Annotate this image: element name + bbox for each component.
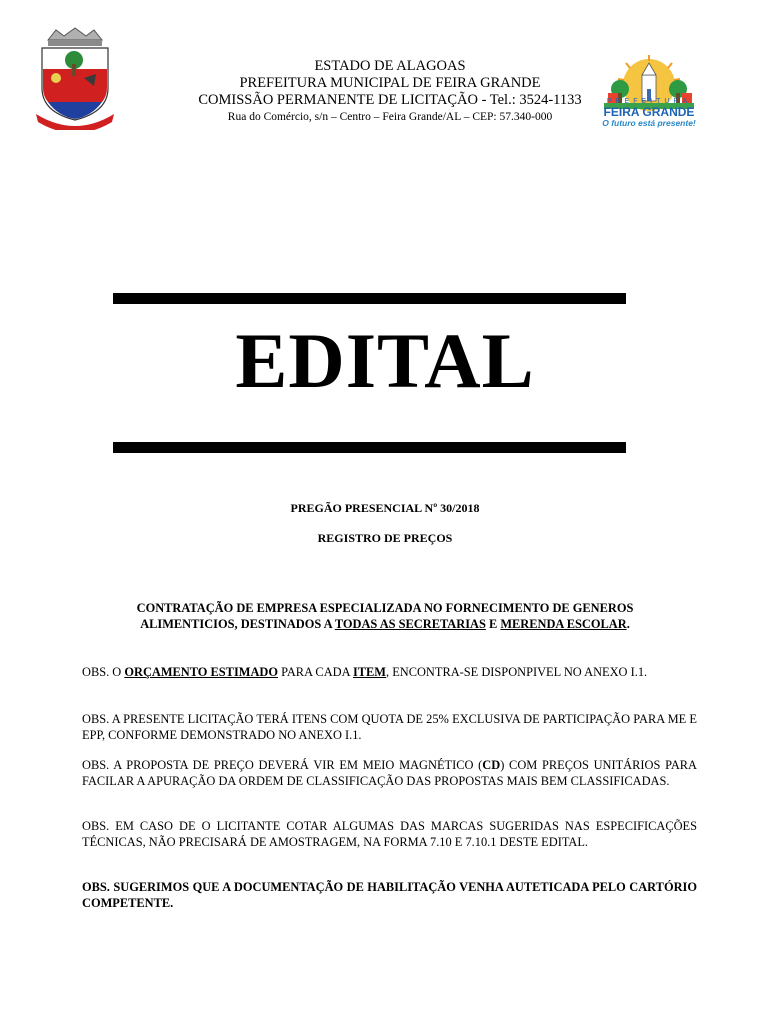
object-merenda: MERENDA ESCOLAR bbox=[500, 617, 627, 631]
obs-quota: OBS. A PRESENTE LICITAÇÃO TERÁ ITENS COM QUOTA DE 25% EXCLUSIVA DE PARTICIPAÇÃO PARA ME E EPP, CONFORME DEMONSTRADO NO ANEXO I.1. bbox=[82, 712, 697, 742]
municipal-coat-of-arms bbox=[34, 26, 116, 130]
object-end: . bbox=[626, 617, 630, 631]
object-secretarias: TODAS AS SECRETARIAS bbox=[334, 617, 486, 631]
object-join: E bbox=[485, 617, 501, 631]
obs3-a: OBS. A PROPOSTA DE PREÇO DEVERÁ VIR EM MEIO MAGNÉTICO ( bbox=[82, 758, 483, 772]
obs-documentacao: OBS. SUGERIMOS QUE A DOCUMENTAÇÃO DE HABILITAÇÃO VENHA AUTETICADA PELO CARTÓRIO COMPETENTE. bbox=[82, 880, 697, 910]
prefecture-line: PREFEITURA MUNICIPAL DE FEIRA GRANDE bbox=[239, 75, 541, 91]
obs1-orcamento: ORÇAMENTO ESTIMADO bbox=[124, 665, 278, 679]
pregao-number: PREGÃO PRESENCIAL Nº 30/2018 bbox=[290, 501, 480, 515]
obs1-c: PARA CADA bbox=[278, 665, 353, 679]
obs1-a: OBS. O bbox=[82, 665, 125, 679]
registro-de-precos: REGISTRO DE PREÇOS bbox=[317, 531, 453, 545]
object-description bbox=[90, 600, 680, 632]
address-line: Rua do Comércio, s/n – Centro – Feira Grande/AL – CEP: 57.340-000 bbox=[227, 111, 553, 123]
obs-proposta bbox=[82, 758, 697, 789]
top-rule bbox=[113, 293, 626, 304]
logo-prefeitura-text: PREFEITURA bbox=[606, 98, 692, 105]
obs3-c: ) COM PREÇOS UNITÁRIOS PARA FACILAR A APURAÇÃO DA ORDEM DE CLASSIFICAÇÃO DAS PROPOSTAS MAIS BEM CLASSIFICADAS. bbox=[82, 758, 697, 788]
bottom-rule bbox=[113, 442, 626, 453]
letterhead bbox=[140, 58, 640, 125]
document-title: EDITAL bbox=[235, 317, 535, 404]
obs1-e: , ENCONTRA-SE DISPONPIVEL NO ANEXO I.1. bbox=[386, 665, 648, 679]
obs1-item: ITEM bbox=[352, 665, 386, 679]
state-line: ESTADO DE ALAGOAS bbox=[314, 58, 466, 74]
logo-slogan: O futuro está presente! bbox=[602, 118, 696, 128]
object-text: CONTRATAÇÃO DE EMPRESA ESPECIALIZADA NO FORNECIMENTO DE GENEROS ALIMENTICIOS, DESTINADOS A bbox=[136, 601, 634, 631]
logo-city-name: FEIRA GRANDE bbox=[603, 105, 695, 119]
obs-orcamento bbox=[82, 665, 697, 681]
obs-marcas: OBS. EM CASO DE O LICITANTE COTAR ALGUMAS DAS MARCAS SUGERIDAS NAS ESPECIFICAÇÕES TÉCNICAS, NÃO PRECISARÁ DE AMOSTRAGEM, NA FORMA 7.10 E 7.10.1 DESTE EDITAL. bbox=[82, 819, 697, 849]
commission-line: COMISSÃO PERMANENTE DE LICITAÇÃO - Tel.: 3524-1133 bbox=[198, 92, 582, 108]
obs3-cd: CD bbox=[482, 758, 501, 772]
